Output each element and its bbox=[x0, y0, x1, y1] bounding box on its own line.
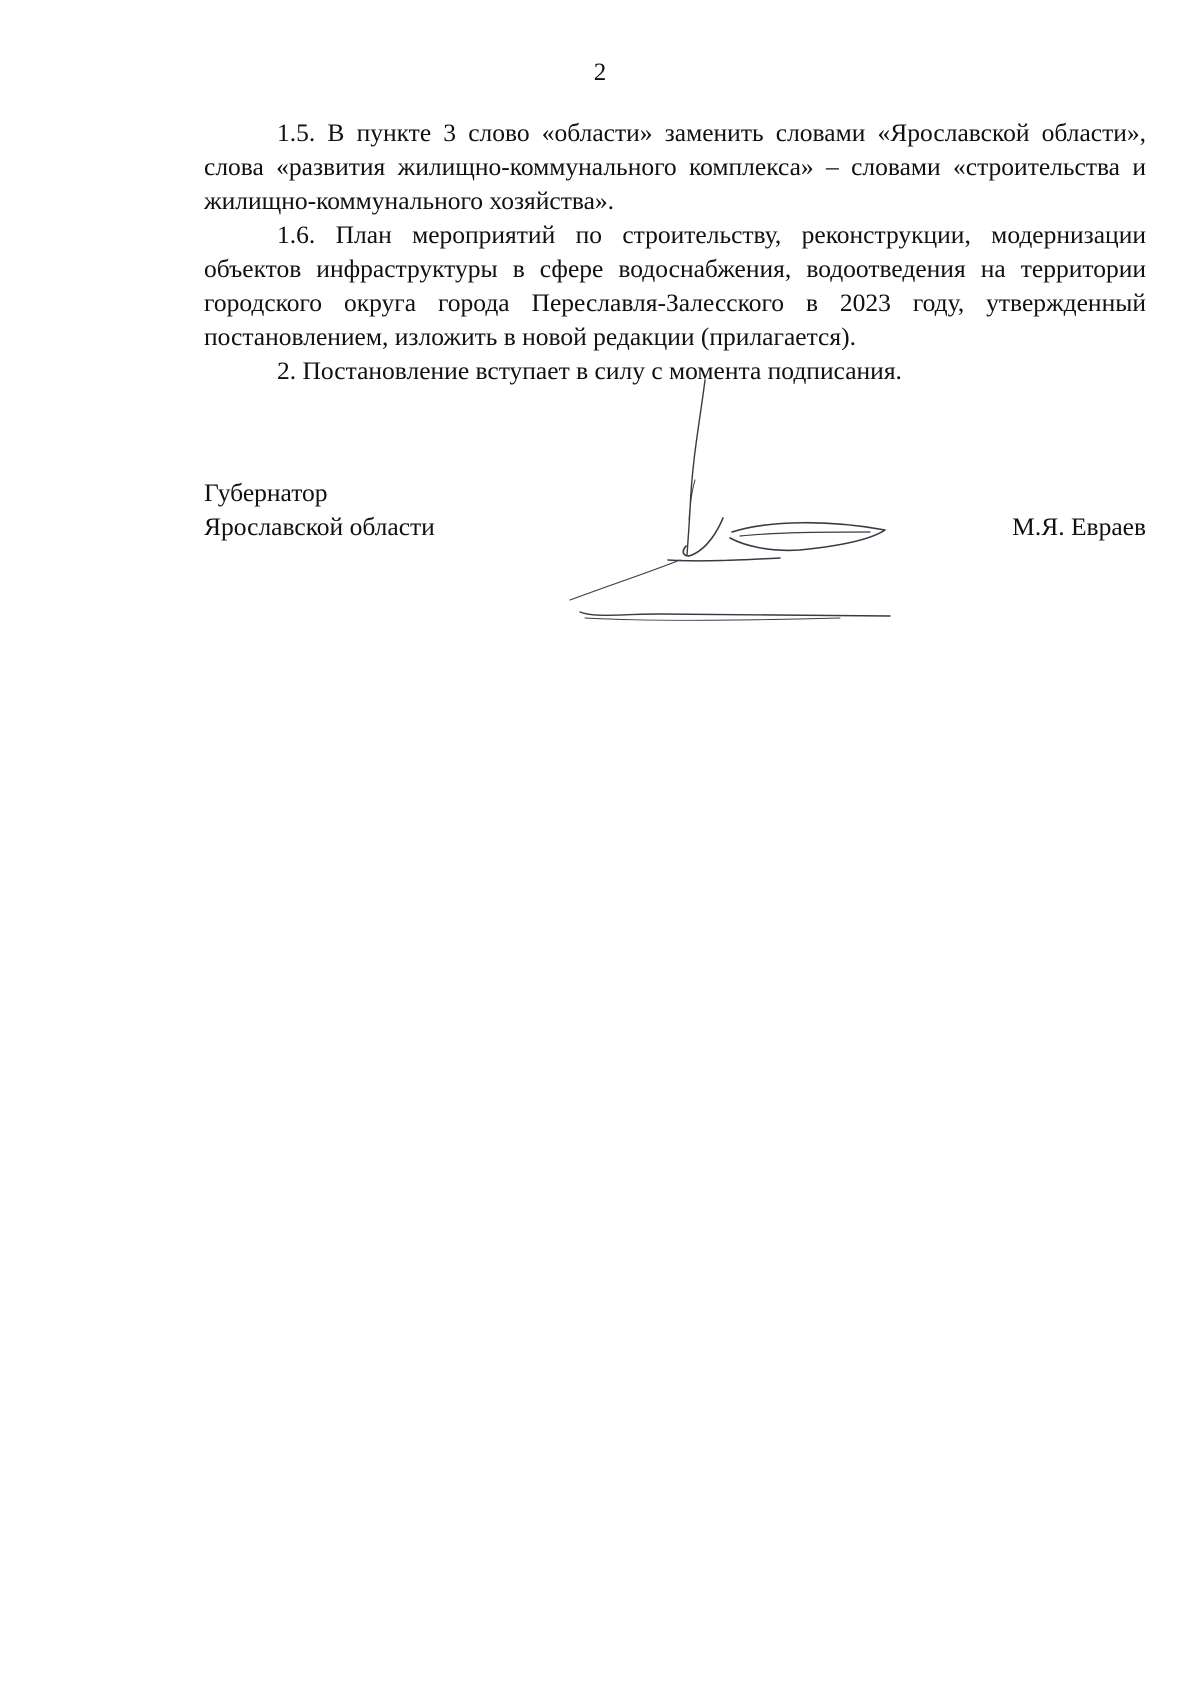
paragraph-1-6: 1.6. План мероприятий по строительству, реконструкции, модернизации объектов инфраструктуры в сфере водоснабжения, водоотведения на территории городского округа города Переславля-Залесского в 2023 году, утвержденный постановлением, изложить в новой редакции (прилагается). bbox=[204, 220, 1146, 351]
paragraph-1-5: 1.5. В пункте 3 слово «области» заменить словами «Ярославской области», слова «развития жилищно-коммунального комплекса» – словами «строительства и жилищно-коммунального хозяйства». bbox=[204, 118, 1146, 215]
paragraph-2: 2. Постановление вступает в силу с момента подписания. bbox=[277, 356, 902, 385]
signer-position-line-1: Губернатор bbox=[204, 478, 328, 507]
signer-name: М.Я. Евраев bbox=[1012, 512, 1146, 541]
document-body bbox=[204, 116, 1146, 388]
signature-block bbox=[204, 476, 1146, 546]
page-number: 2 bbox=[593, 59, 607, 86]
signer-position-line-2: Ярославской области bbox=[204, 512, 435, 541]
signer-position bbox=[204, 476, 435, 544]
